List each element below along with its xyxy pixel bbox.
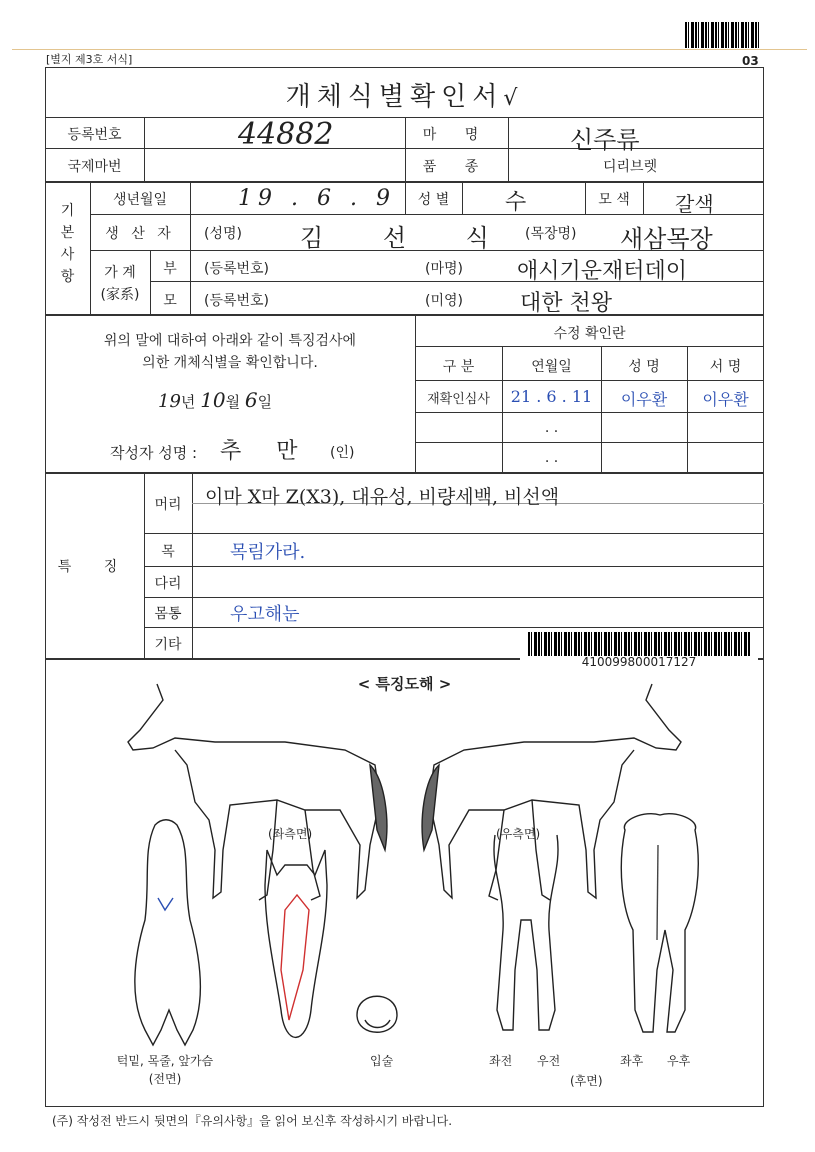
- horse-name-label: 마 명: [422, 127, 491, 143]
- horse-name-value: 신주류: [570, 126, 640, 154]
- barcode-number: 410099800017127: [581, 655, 697, 669]
- rear-view-horse: [621, 814, 698, 1032]
- legs-label: 다리: [154, 576, 182, 592]
- head-label: 머리: [154, 497, 182, 513]
- page-number: 03: [742, 54, 759, 68]
- left-side-caption: (좌측면): [268, 827, 313, 841]
- head-front-view: [265, 850, 327, 1037]
- right-side-caption: (우측면): [496, 827, 541, 841]
- farm-label: (목장명): [525, 226, 577, 242]
- right-side-horse: [422, 684, 681, 900]
- date-month-label: 월: [225, 393, 241, 411]
- feature-barcode: [520, 630, 758, 668]
- breed-value: 디리브렛: [603, 159, 658, 175]
- reg-no-value: 44882: [238, 117, 334, 152]
- check-mark: √: [503, 86, 524, 111]
- sire-reg-label: (등록번호): [204, 261, 270, 277]
- revision-row1-name: 이우환: [620, 390, 668, 409]
- title-text: 개체식별확인서: [285, 82, 504, 112]
- footer-note: (주) 작성전 반드시 뒷면의『유의사항』을 읽어 보신후 작성하시기 바랍니다.: [52, 1114, 453, 1128]
- birth-value: 19 . 6 . 9: [238, 186, 396, 211]
- rear-caption: (후면): [570, 1074, 603, 1088]
- lips-caption: 입술: [370, 1054, 394, 1068]
- sire-name-label: (마명): [425, 261, 463, 277]
- producer-label: 생 산 자: [105, 226, 175, 242]
- revision-title: 수정 확인란: [553, 326, 626, 342]
- birth-label: 생년월일: [112, 192, 168, 208]
- farm-value: 새삼목장: [620, 225, 713, 253]
- date-year: 19: [158, 391, 181, 412]
- reg-no-label: 등록번호: [67, 127, 122, 143]
- date-day-label: 일: [257, 393, 273, 411]
- color-value: 갈색: [675, 192, 714, 216]
- revision-row1-type: 재확인심사: [427, 392, 490, 407]
- right-fore-caption: 우전: [537, 1054, 561, 1068]
- diagram-title: < 특징도해 >: [357, 675, 452, 693]
- breed-label: 품 종: [422, 159, 491, 175]
- page-title: [45, 76, 764, 113]
- intl-no-label: 국제마번: [67, 159, 122, 175]
- dam-name-label: (미영): [425, 293, 463, 309]
- sire-label: 부: [163, 261, 177, 277]
- other-label: 기타: [154, 637, 182, 653]
- neck-value: 목림가라.: [230, 542, 306, 563]
- header-rule: [12, 49, 807, 50]
- sex-label: 성 별: [417, 192, 450, 208]
- date-day: 6: [244, 388, 258, 412]
- revision-header-type: 구 분: [442, 359, 475, 375]
- revision-row1-sign: 이우환: [702, 390, 749, 409]
- writer-label: 작성자 성명 :: [110, 444, 198, 462]
- revision-row1-date: 21 . 6 . 11: [510, 387, 593, 406]
- statement-line1: 위의 말에 대하여 아래와 같이 특징검사에: [103, 333, 357, 349]
- confirm-date: [158, 388, 272, 412]
- sire-name-value: 애시기운재터데이: [517, 259, 688, 284]
- pedigree-hanja: (家系): [100, 287, 140, 303]
- basic-section-label: 기본사항: [60, 203, 75, 285]
- left-fore-caption: 좌전: [489, 1054, 513, 1068]
- left-hind-caption: 좌후: [620, 1054, 644, 1068]
- front-legs-view: [494, 835, 558, 1030]
- form-number: [별지 제3호 서식]: [46, 53, 133, 66]
- producer-name-label: (성명): [204, 226, 242, 242]
- statement-line2: 의한 개체식별을 확인합니다.: [142, 355, 318, 371]
- dam-name-value: 대한 천왕: [520, 291, 613, 316]
- producer-name-value: 김 선 식: [300, 224, 515, 252]
- body-value: 우고해눈: [230, 604, 300, 625]
- dam-reg-label: (등록번호): [204, 293, 270, 309]
- revision-row2-date: . .: [544, 420, 559, 436]
- top-barcode: [685, 22, 761, 48]
- right-hind-caption: 우후: [667, 1054, 691, 1068]
- front-view-horse: [135, 820, 200, 1045]
- writer-value: 추 만: [220, 439, 312, 464]
- front-caption2: (전면): [148, 1072, 182, 1086]
- color-label: 모 색: [598, 192, 630, 208]
- body-label: 몸통: [154, 606, 182, 622]
- revision-header-name: 성 명: [628, 359, 660, 375]
- feature-barcode-bars: [528, 632, 750, 656]
- dam-label: 모: [163, 293, 177, 309]
- head-value: 이마 X마 Z(X3), 대유성, 비량세백, 비선액: [205, 486, 560, 508]
- sex-value: 수: [505, 190, 527, 215]
- features-section-label: 특 징: [57, 559, 132, 575]
- lips-view: [357, 996, 397, 1032]
- front-caption1: 턱밑, 목줄, 앞가슴: [116, 1054, 214, 1068]
- pedigree-text: 가 계: [104, 265, 136, 281]
- revision-row3-date: . .: [544, 450, 559, 466]
- seal-label: (인): [330, 445, 355, 461]
- horse-diagram: [45, 670, 764, 1107]
- left-side-horse: [128, 684, 387, 900]
- date-year-label: 년: [180, 393, 196, 411]
- revision-header-date: 연월일: [531, 359, 572, 375]
- date-month: 10: [200, 388, 226, 412]
- pedigree-label: [90, 262, 150, 306]
- revision-header-sign: 서 명: [709, 359, 742, 375]
- neck-label: 목: [161, 544, 175, 560]
